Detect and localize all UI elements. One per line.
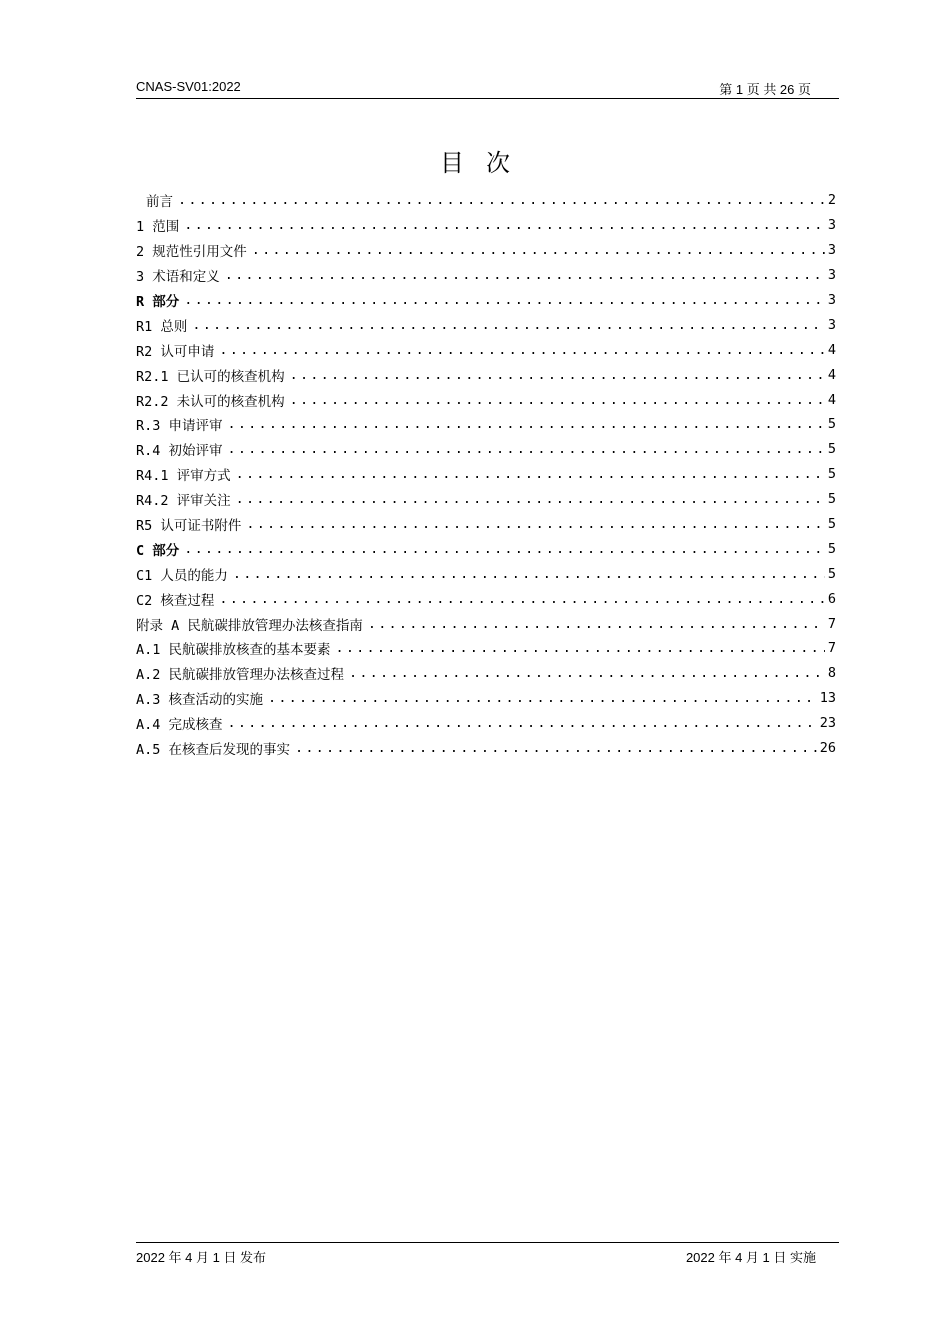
toc-entry-label: C2 核查过程 — [136, 592, 215, 609]
toc-entry[interactable] — [136, 711, 836, 736]
toc-entry-label: R2.1 已认可的核查机构 — [136, 368, 285, 385]
toc-entry-label: A.2 民航碳排放管理办法核查过程 — [136, 667, 345, 684]
toc-leader-dots — [184, 217, 825, 233]
toc-entry[interactable] — [136, 263, 836, 288]
toc-entry-label: 3 术语和定义 — [136, 269, 220, 286]
toc-entry-label: 2 规范性引用文件 — [136, 244, 247, 261]
toc-leader-dots — [228, 441, 825, 457]
toc-entry-label: C1 人员的能力 — [136, 567, 228, 584]
toc-entry[interactable] — [136, 636, 836, 661]
toc-entry-page: 3 — [827, 292, 836, 308]
toc-entry-label: A.4 完成核查 — [136, 717, 223, 734]
toc-leader-dots — [233, 566, 825, 582]
toc-entry-page: 6 — [827, 590, 836, 607]
toc-entry[interactable] — [136, 412, 836, 437]
toc-entry[interactable] — [136, 188, 836, 213]
table-of-contents — [136, 188, 836, 760]
toc-leader-dots — [219, 342, 824, 358]
toc-leader-dots — [290, 392, 825, 408]
toc-entry-label: R4.2 评审关注 — [136, 493, 231, 510]
toc-entry-label: R 部分 — [136, 294, 180, 310]
toc-entry-page: 8 — [827, 665, 836, 682]
toc-leader-dots — [236, 466, 825, 482]
toc-entry[interactable] — [136, 561, 836, 586]
toc-entry-page: 26 — [819, 740, 836, 757]
effective-date: 2022 年 4 月 1 日 实施 — [685, 1250, 816, 1265]
toc-leader-dots — [178, 192, 825, 208]
toc-leader-dots — [184, 292, 825, 308]
toc-entry-page: 3 — [827, 242, 836, 259]
page-number-info: 第 1 页 共 26 页 — [719, 82, 811, 97]
toc-entry-page: 5 — [827, 540, 836, 557]
toc-entry[interactable] — [136, 312, 836, 337]
toc-entry-label: R.4 初始评审 — [136, 443, 223, 460]
toc-entry-label: A.1 民航碳排放核查的基本要素 — [136, 642, 331, 659]
toc-entry[interactable] — [136, 387, 836, 412]
toc-entry-label: A.3 核查活动的实施 — [136, 692, 264, 709]
toc-leader-dots — [368, 616, 825, 632]
toc-entry-page: 2 — [827, 192, 836, 209]
toc-entry-label: C 部分 — [136, 542, 180, 559]
header-rule — [136, 98, 839, 99]
toc-entry-label: 前言 — [146, 194, 173, 211]
toc-leader-dots — [295, 740, 817, 756]
page-header — [136, 78, 839, 98]
toc-entry-label: R4.1 评审方式 — [136, 468, 231, 485]
toc-leader-dots — [336, 640, 825, 656]
toc-entry[interactable] — [136, 437, 836, 462]
toc-entry[interactable] — [136, 536, 836, 561]
toc-entry-page: 4 — [827, 341, 836, 358]
toc-leader-dots — [228, 416, 825, 432]
toc-entry-page: 3 — [827, 267, 836, 284]
toc-entry[interactable] — [136, 213, 836, 238]
toc-entry-page: 13 — [819, 690, 836, 707]
toc-entry-page: 5 — [827, 466, 836, 483]
toc-entry-label: R2.2 未认可的核查机构 — [136, 393, 285, 410]
toc-entry-page: 23 — [819, 715, 836, 732]
toc-entry[interactable] — [136, 586, 836, 611]
toc-entry[interactable] — [136, 611, 836, 636]
toc-entry-page: 4 — [827, 391, 836, 408]
toc-entry[interactable] — [136, 661, 836, 686]
toc-entry[interactable] — [136, 337, 836, 362]
issue-date: 2022 年 4 月 1 日 发布 — [136, 1250, 267, 1265]
toc-entry-page: 5 — [827, 565, 836, 582]
toc-leader-dots — [290, 367, 825, 383]
toc-leader-dots — [236, 491, 825, 507]
toc-entry-label: R.3 申请评审 — [136, 418, 223, 435]
toc-entry-page: 5 — [827, 416, 836, 433]
toc-entry-label: A.5 在核查后发现的事实 — [136, 742, 291, 759]
toc-entry-page: 3 — [827, 316, 836, 333]
toc-leader-dots — [192, 317, 824, 333]
page-footer — [136, 1247, 816, 1267]
toc-entry-label: R1 总则 — [136, 318, 188, 335]
toc-entry-label: R5 认可证书附件 — [136, 518, 242, 535]
toc-entry-page: 4 — [827, 366, 836, 383]
toc-entry-label: 附录 A 民航碳排放管理办法核查指南 — [136, 617, 363, 634]
toc-entry-label: 1 范围 — [136, 219, 180, 236]
toc-leader-dots — [252, 242, 825, 258]
toc-entry-page: 3 — [827, 217, 836, 234]
footer-rule — [136, 1242, 839, 1243]
toc-leader-dots — [268, 690, 817, 706]
toc-entry[interactable] — [136, 238, 836, 263]
toc-entry[interactable] — [136, 362, 836, 387]
document-code: CNAS-SV01:2022 — [136, 79, 241, 94]
toc-entry-label: R2 认可申请 — [136, 343, 215, 360]
toc-entry-page: 5 — [827, 516, 836, 533]
page-title: 目次 — [440, 149, 532, 177]
toc-entry[interactable] — [136, 288, 836, 313]
toc-leader-dots — [246, 516, 824, 532]
toc-leader-dots — [349, 665, 825, 681]
toc-entry-page: 5 — [827, 491, 836, 508]
toc-entry[interactable] — [136, 736, 836, 761]
toc-leader-dots — [225, 267, 825, 283]
toc-leader-dots — [219, 591, 824, 607]
toc-entry[interactable] — [136, 462, 836, 487]
toc-entry[interactable] — [136, 487, 836, 512]
toc-entry-page: 7 — [827, 640, 836, 657]
toc-leader-dots — [184, 541, 825, 557]
toc-entry-page: 7 — [827, 615, 836, 632]
toc-leader-dots — [228, 715, 817, 731]
toc-entry-page: 5 — [827, 441, 836, 458]
toc-entry[interactable] — [136, 512, 836, 537]
toc-entry[interactable] — [136, 686, 836, 711]
